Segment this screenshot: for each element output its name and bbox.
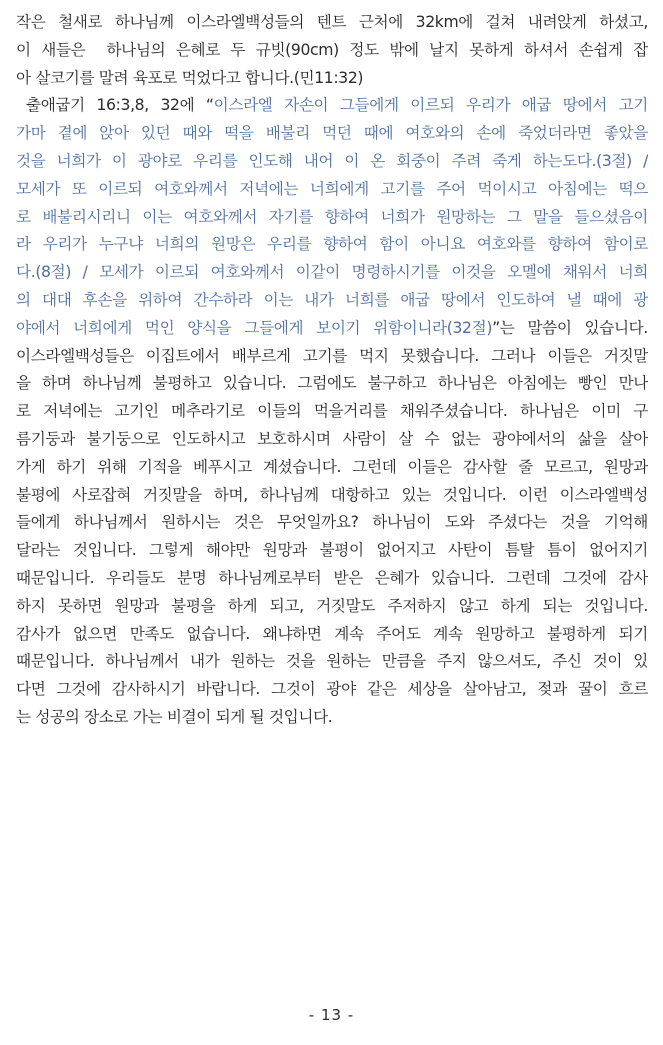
body-text-span: 가게 하기 위해 기적을 베푸시고 계셨습니다. 그런데 이들은 감사할 줄 모르고, 원망과 (16, 457, 648, 476)
body-text-span: 출애굽기 16:3,8, 32에 “ (26, 96, 214, 115)
text-line (16, 370, 648, 398)
text-line (16, 621, 648, 649)
body-text-span: 달라는 것입니다. 그렇게 해야만 원망과 불평이 없어지고 사탄이 틈탈 틈이 없어지기 (16, 541, 648, 560)
text-line (16, 65, 648, 93)
text-line (16, 92, 648, 120)
scripture-quote-text: 가마 곁에 앉아 있던 때와 떡을 배불리 먹던 때에 여호와의 손에 죽었더라면 좋았을 (16, 124, 648, 143)
body-text-span: 아 살코기를 말려 육포로 먹었다고 합니다.(민11:32) (16, 68, 364, 87)
scripture-quote-text: 야에서 너희에게 먹인 양식을 그들에게 보이기 위함이니라(32절) (16, 318, 493, 337)
body-text-span: 을 하며 하나님께 불평하고 있습니다. 그럼에도 불구하고 하나님은 아침에는 빵인 만나 (16, 374, 648, 393)
body-text-span: 하지 못하면 원망과 불평을 하게 되고, 거짓말도 주저하지 않고 하게 되는 것입니다. (16, 596, 648, 615)
scripture-quote-text: 것을 너희가 이 광야로 우리를 인도해 내어 이 온 회중이 주려 죽게 하는도다.(3절) / (16, 151, 648, 170)
text-line (16, 148, 648, 176)
body-text-span: 때문입니다. 하나님께서 내가 원하는 것을 원하는 만큼을 주지 않으셔도, 주신 것이 있 (16, 652, 648, 671)
body-text-span: 는 성공의 장소로 가는 비결이 되게 될 것입니다. (16, 707, 333, 726)
scripture-quote-text: 모세가 또 이르되 여호와께서 저녁에는 너희에게 고기를 주어 먹이시고 아침에는 떡으 (16, 179, 648, 198)
scripture-quote-text: 로 배불리시리니 이는 여호와께서 자기를 향하여 너희가 원망하는 그 말을 들으셨음이 (16, 207, 648, 226)
text-line (16, 593, 648, 621)
scripture-quote-text: 이스라엘 자손이 그들에게 이르되 우리가 애굽 땅에서 고기 (213, 96, 648, 115)
body-text (16, 9, 648, 732)
body-text-span: 이스라엘백성들은 이집트에서 배부르게 고기를 먹지 못했습니다. 그러나 이들은 거짓말 (16, 346, 648, 365)
scripture-quote-text: 다.(8절) / 모세가 이르되 여호와께서 이같이 명령하시기를 이것을 오멜에 채워서 너희 (16, 263, 648, 282)
text-line (16, 315, 648, 343)
body-text-span: 다면 그것에 감사하시기 바랍니다. 그것이 광야 같은 세상을 살아남고, 젖과 꿀이 흐르 (16, 680, 648, 699)
body-text-span: 불평에 사로잡혀 거짓말을 하며, 하나님께 대항하고 있는 것입니다. 이런 이스라엘백성 (16, 485, 648, 504)
text-line (16, 9, 648, 37)
text-line (16, 37, 648, 65)
text-line (16, 176, 648, 204)
text-line (16, 676, 648, 704)
text-line (16, 204, 648, 232)
scripture-quote-text: 라 우리가 누구냐 너희의 원망은 우리를 향하여 함이 아니요 여호와를 향하여 함이로 (16, 235, 648, 254)
body-text-span: 름기둥과 불기둥으로 인도하시고 보호하시며 사람이 살 수 없는 광야에서의 삶을 살아 (16, 429, 648, 448)
text-line (16, 398, 648, 426)
body-text-span: 때문입니다. 우리들도 분명 하나님께로부터 받은 은혜가 있습니다. 그런데 그것에 감사 (16, 568, 648, 587)
body-text-span: 이 새들은 하나님의 은혜로 두 규빗(90cm) 정도 밖에 날지 못하게 하셔서 손쉽게 잡 (16, 40, 648, 59)
text-line (16, 426, 648, 454)
text-line (16, 120, 648, 148)
text-line (16, 565, 648, 593)
body-text-span: ”는 말씀이 있습니다. (492, 318, 648, 337)
text-line (16, 287, 648, 315)
text-line (16, 343, 648, 371)
text-line (16, 231, 648, 259)
body-text-span: 감사가 없으면 만족도 없습니다. 왜냐하면 계속 주어도 계속 원망하고 불평하게 되기 (16, 624, 648, 643)
body-text-span: 들에게 하나님께서 원하시는 것은 무엇일까요? 하나님이 도와 주셨다는 것을 기억해 (16, 513, 648, 532)
text-line (16, 509, 648, 537)
text-line (16, 482, 648, 510)
text-line (16, 648, 648, 676)
scripture-quote-text: 의 대대 후손을 위하여 간수하라 이는 내가 너희를 애굽 땅에서 인도하여 낼 때에 광 (16, 290, 648, 309)
body-text-span: 로 저녁에는 고기인 메추라기로 이들의 먹을거리를 채워주셨습니다. 하나님은 이미 구 (16, 402, 648, 421)
body-text-span: 작은 철새로 하나님께 이스라엘백성들의 텐트 근처에 32km에 걸쳐 내려앉게 하셨고, (16, 13, 648, 31)
page-number: - 13 - (308, 1006, 355, 1024)
text-line (16, 259, 648, 287)
text-line (16, 537, 648, 565)
text-line (16, 704, 648, 732)
text-line (16, 454, 648, 482)
